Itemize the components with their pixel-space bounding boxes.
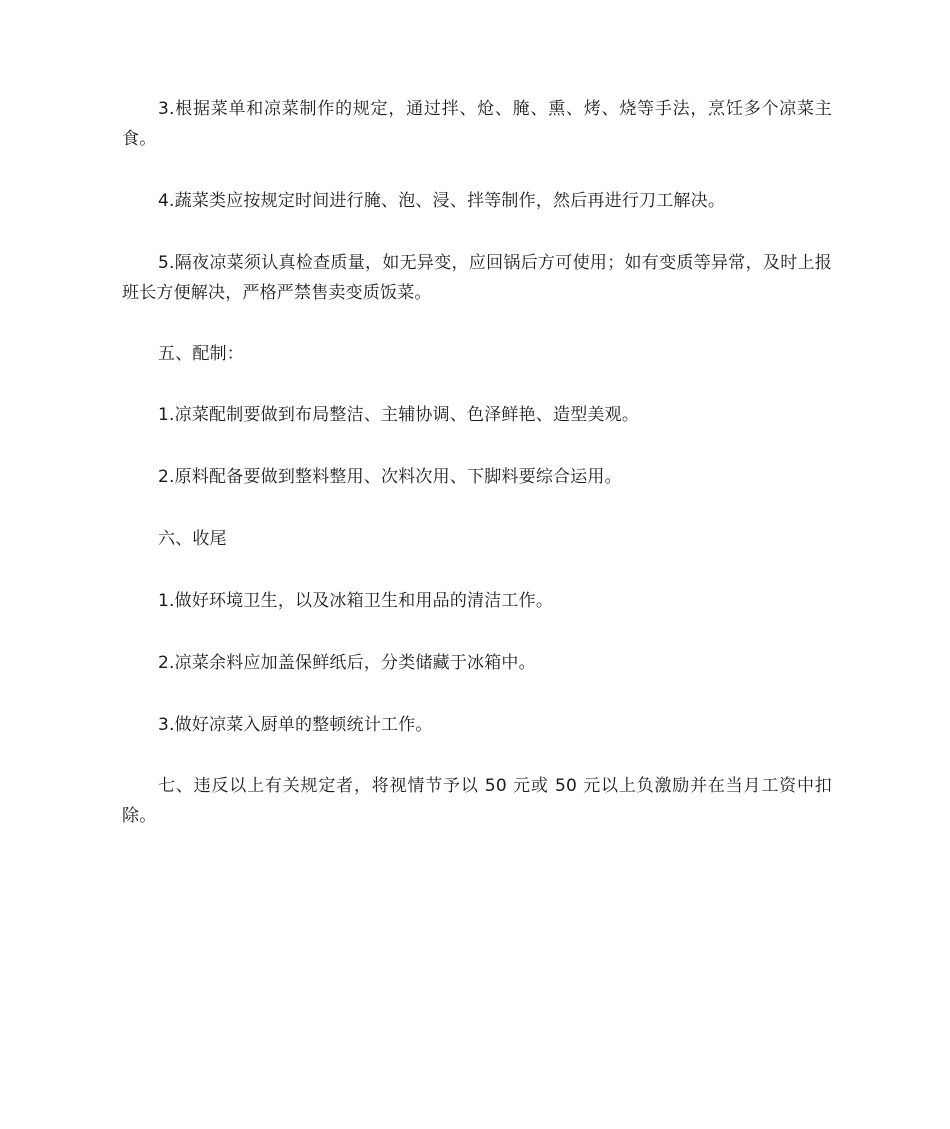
paragraph-rule-4-vegetables: 4.蔬菜类应按规定时间进行腌、泡、浸、拌等制作，然后再进行刀工解决。 — [158, 191, 726, 211]
paragraph-prep-2: 2.原料配备要做到整料整用、次料次用、下脚料要综合运用。 — [158, 467, 622, 487]
section-7-penalty: 七、违反以上有关规定者，将视情节予以 50 元或 50 元以上负激励并在当月工资中扣除。 — [122, 776, 832, 826]
paragraph-closing-1: 1.做好环境卫生，以及冰箱卫生和用品的清洁工作。 — [158, 591, 554, 611]
paragraph-closing-3: 3.做好凉菜入厨单的整顿统计工作。 — [158, 715, 433, 735]
section-heading-6-closing: 六、收尾 — [158, 529, 227, 549]
paragraph-rule-3-cooking: 3.根据菜单和凉菜制作的规定，通过拌、炝、腌、熏、烤、烧等手法，烹饪多个凉菜主食。 — [122, 99, 832, 149]
section-heading-5-preparation: 五、配制： — [158, 344, 244, 364]
paragraph-rule-5-overnight: 5.隔夜凉菜须认真检查质量，如无异变，应回锅后方可使用；如有变质等异常，及时上报班长方便解决，严格严禁售卖变质饭菜。 — [122, 253, 832, 303]
paragraph-prep-1: 1.凉菜配制要做到布局整洁、主辅协调、色泽鲜艳、造型美观。 — [158, 405, 640, 425]
paragraph-closing-2: 2.凉菜余料应加盖保鲜纸后，分类储藏于冰箱中。 — [158, 653, 536, 673]
